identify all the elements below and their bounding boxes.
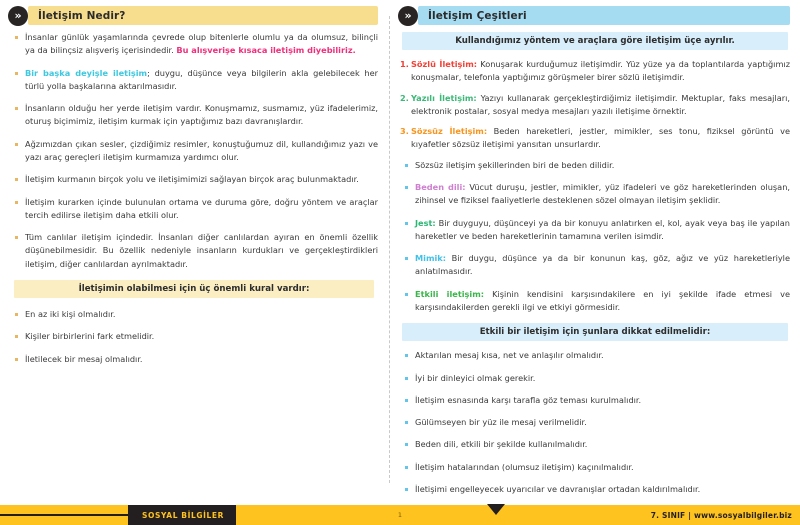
bullet-marker	[405, 488, 408, 491]
bullet-marker	[15, 313, 18, 316]
term-definition: Bir duyguyu, düşünceyi ya da bir konuyu anlatırken el, kol, ayak veya baş ile yapılan hareketler ve beden hareketlerinin tamamına verilen isimdir.	[415, 217, 790, 241]
right-column	[390, 6, 800, 505]
list-item	[400, 372, 790, 385]
list-item	[400, 438, 790, 451]
list-item	[400, 461, 790, 474]
list-item	[400, 92, 790, 119]
list-item	[400, 217, 790, 244]
term-definition: Yazıyı kullanarak gerçekleştirdiğimiz iletişimdir. Mektuplar, faks mesajları, elektronik postalar, sosyal medya mesajları yazılı iletişime örnektir.	[411, 92, 790, 116]
numbered-list	[400, 58, 790, 152]
term-definition: Vücut duruşu, jestler, mimikler, yüz ifadeleri ve göz hareketlerinden oluşan, zihinsel ve fiziksel faaliyetlerle desteklenen sözel olmayan iletişim şeklidir.	[415, 181, 790, 206]
term-label: Sözlü İletişim:	[411, 59, 478, 69]
list-item-text: İletilecek bir mesaj olmalıdır.	[25, 353, 143, 364]
list-item-text: İletişim kurarken içinde bulunulan ortama ve duruma göre, doğru yöntem ve araçlar tercih edilirse iletişim daha etkili olur.	[25, 196, 378, 220]
list-item	[10, 231, 378, 271]
bullet-marker	[405, 186, 408, 189]
list-item-text	[25, 67, 378, 94]
list-item	[400, 181, 790, 208]
list-item	[400, 58, 790, 85]
term-label: Beden dili:	[415, 181, 466, 192]
term-definition: Beden hareketleri, jestler, mimikler, ses tonu, fiziksel görüntü ve kıyafetler sözsüz iletişimi yansıtan unsurlardır.	[411, 126, 791, 150]
bullet-marker	[405, 466, 408, 469]
list-item-text: Beden dili, etkili bir şekilde kullanılmalıdır.	[415, 439, 588, 450]
term-definition: Bir duygu, düşünce ya da bir konunun kaş, göz, ağız ve yüz hareketleriyle anlatılmasıdır.	[415, 253, 790, 277]
bullet-marker	[405, 222, 408, 225]
paragraph-text: ; duygu, düşünce veya bilgilerin akla gelebilecek her türlü yolla başkalarına aktarılmasıdır.	[25, 67, 378, 91]
right-top-band: Kullandığımız yöntem ve araçlara göre iletişim üçe ayrılır.	[402, 32, 788, 50]
left-rules-list	[10, 308, 378, 366]
list-item	[10, 31, 378, 58]
list-item	[10, 102, 378, 129]
list-index: 1.	[400, 59, 409, 69]
bullet-marker	[15, 178, 18, 181]
list-item	[400, 483, 790, 496]
bullet-marker	[405, 399, 408, 402]
bullet-marker	[15, 236, 18, 239]
left-section-header	[10, 6, 378, 25]
chevron-double-right-icon: »	[8, 6, 28, 26]
list-item	[400, 394, 790, 407]
bullet-marker	[15, 358, 18, 361]
bullet-marker	[405, 354, 408, 357]
list-item	[10, 308, 378, 321]
chevron-double-right-icon: »	[398, 6, 418, 26]
list-item-text: İletişim hatalarından (olumsuz iletişim) kaçınılmalıdır.	[415, 461, 634, 472]
list-item-text: İyi bir dinleyici olmak gerekir.	[415, 372, 536, 383]
bullet-marker	[15, 335, 18, 338]
highlight-text: Bir başka deyişle iletişim	[25, 67, 148, 78]
left-section-title: İletişim Nedir?	[38, 9, 126, 22]
footer-grade-and-site: 7. SINIF | www.sosyalbilgiler.biz	[650, 510, 792, 520]
footer-brand-chip: SOSYAL BİLGİLER	[128, 505, 236, 525]
term-definition: Kişinin kendisini karşısındakilere en iyi şekilde ifade etmesi ve karşısındakilerden gerekli ilgi ve etkiyi görmesidir.	[415, 288, 790, 312]
right-section-header	[400, 6, 790, 25]
list-item	[10, 67, 378, 94]
right-bullet-list	[400, 159, 790, 315]
paragraph-text: İnsanlar günlük yaşamlarında çevrede olup bitenlerle olumlu ya da olumsuz, bilinçli ya da bilinçsiz alışveriş içerisindedir.	[25, 32, 378, 56]
list-item	[400, 125, 790, 152]
list-item-text	[415, 252, 790, 279]
list-item-text	[411, 58, 790, 85]
list-item-text: İletişimi engelleyecek uyarıcılar ve davranışlar ortadan kaldırılmalıdır.	[415, 483, 701, 494]
list-index: 3.	[400, 126, 409, 137]
left-column	[0, 6, 390, 505]
list-item	[400, 416, 790, 429]
term-label: Jest:	[415, 217, 436, 228]
triangle-marker-icon	[487, 504, 505, 515]
list-item	[10, 353, 378, 366]
list-item-text: İletişim kurmanın birçok yolu ve iletişimimizi sağlayan birçok araç bulunmaktadır.	[25, 174, 359, 185]
list-item	[10, 173, 378, 186]
highlight-text: Bu alışverişe kısaca iletişim diyebiliriz.	[176, 45, 356, 56]
list-item	[400, 159, 790, 172]
list-item-text: İnsanların olduğu her yerde iletişim vardır. Konuşmamız, susmamız, yüz ifadelerimiz, oturuş biçimimiz, iletişim kurmak için yaptığımız bazı davranışlardır.	[25, 103, 378, 127]
term-label: Sözsüz İletişim:	[411, 126, 488, 137]
page-footer	[0, 505, 800, 525]
list-item-text	[415, 181, 790, 208]
bullet-marker	[405, 443, 408, 446]
right-bottom-band: Etkili bir iletişim için şunlara dikkat edilmelidir:	[402, 323, 788, 341]
bullet-marker	[15, 107, 18, 110]
bullet-marker	[15, 72, 18, 75]
bullet-marker	[405, 293, 408, 296]
list-item-text: Sözsüz iletişim şekillerinden biri de beden dilidir.	[415, 159, 615, 170]
list-item-text: Tüm canlılar iletişim içindedir. İnsanları diğer canlılardan ayıran en önemli özellik düşünebilmesidir. Bu özellik nedeniyle insanların kurdukları ve gerçekleştirdikleri iletişim, diğer canlılardan ayrılmaktadır.	[25, 232, 378, 269]
term-definition: Konuşarak kurduğumuz iletişimdir. Yüz yüze ya da toplantılarda yaptığımız konuşmalar, telefonla yaptığımız görüşmeler birer sözlü iletişimdir.	[411, 59, 790, 83]
list-item	[10, 138, 378, 165]
bullet-marker	[15, 36, 18, 39]
list-item	[10, 196, 378, 223]
right-tips-list	[400, 349, 790, 496]
list-item-text	[411, 92, 790, 119]
list-item-text	[25, 31, 378, 58]
bullet-marker	[15, 143, 18, 146]
list-item-text: En az iki kişi olmalıdır.	[25, 308, 116, 319]
list-item	[400, 252, 790, 279]
left-bullet-list	[10, 31, 378, 271]
term-label: Mimik:	[415, 253, 447, 264]
list-item-text: İletişim esnasında karşı tarafla göz teması kurulmalıdır.	[415, 394, 642, 405]
bullet-marker	[405, 257, 408, 260]
list-item-text	[415, 217, 790, 244]
bullet-marker	[405, 164, 408, 167]
left-rules-band: İletişimin olabilmesi için üç önemli kural vardır:	[14, 280, 374, 298]
list-item-text	[415, 288, 790, 315]
right-section-title: İletişim Çeşitleri	[428, 9, 527, 22]
bullet-marker	[405, 421, 408, 424]
list-item	[400, 349, 790, 362]
page-number: 1	[397, 511, 403, 520]
list-item	[10, 330, 378, 343]
bullet-marker	[15, 201, 18, 204]
term-label: Yazılı İletişim:	[411, 92, 477, 103]
list-item-text: Aktarılan mesaj kısa, net ve anlaşılır olmalıdır.	[415, 350, 604, 361]
list-item	[400, 288, 790, 315]
bullet-marker	[405, 377, 408, 380]
list-index: 2.	[400, 92, 409, 103]
list-item-text: Gülümseyen bir yüz ile mesaj verilmelidir.	[415, 417, 587, 428]
list-item-text: Ağzımızdan çıkan sesler, çizdiğimiz resimler, konuştuğumuz dil, kullandığımız yazı ve yazı araç gereçleri iletişim kurmamıza yardımcı olur.	[25, 138, 378, 162]
term-label: Etkili iletişim:	[415, 288, 485, 299]
list-item-text	[411, 125, 790, 152]
list-item-text: Kişiler birbirlerini fark etmelidir.	[25, 331, 155, 342]
